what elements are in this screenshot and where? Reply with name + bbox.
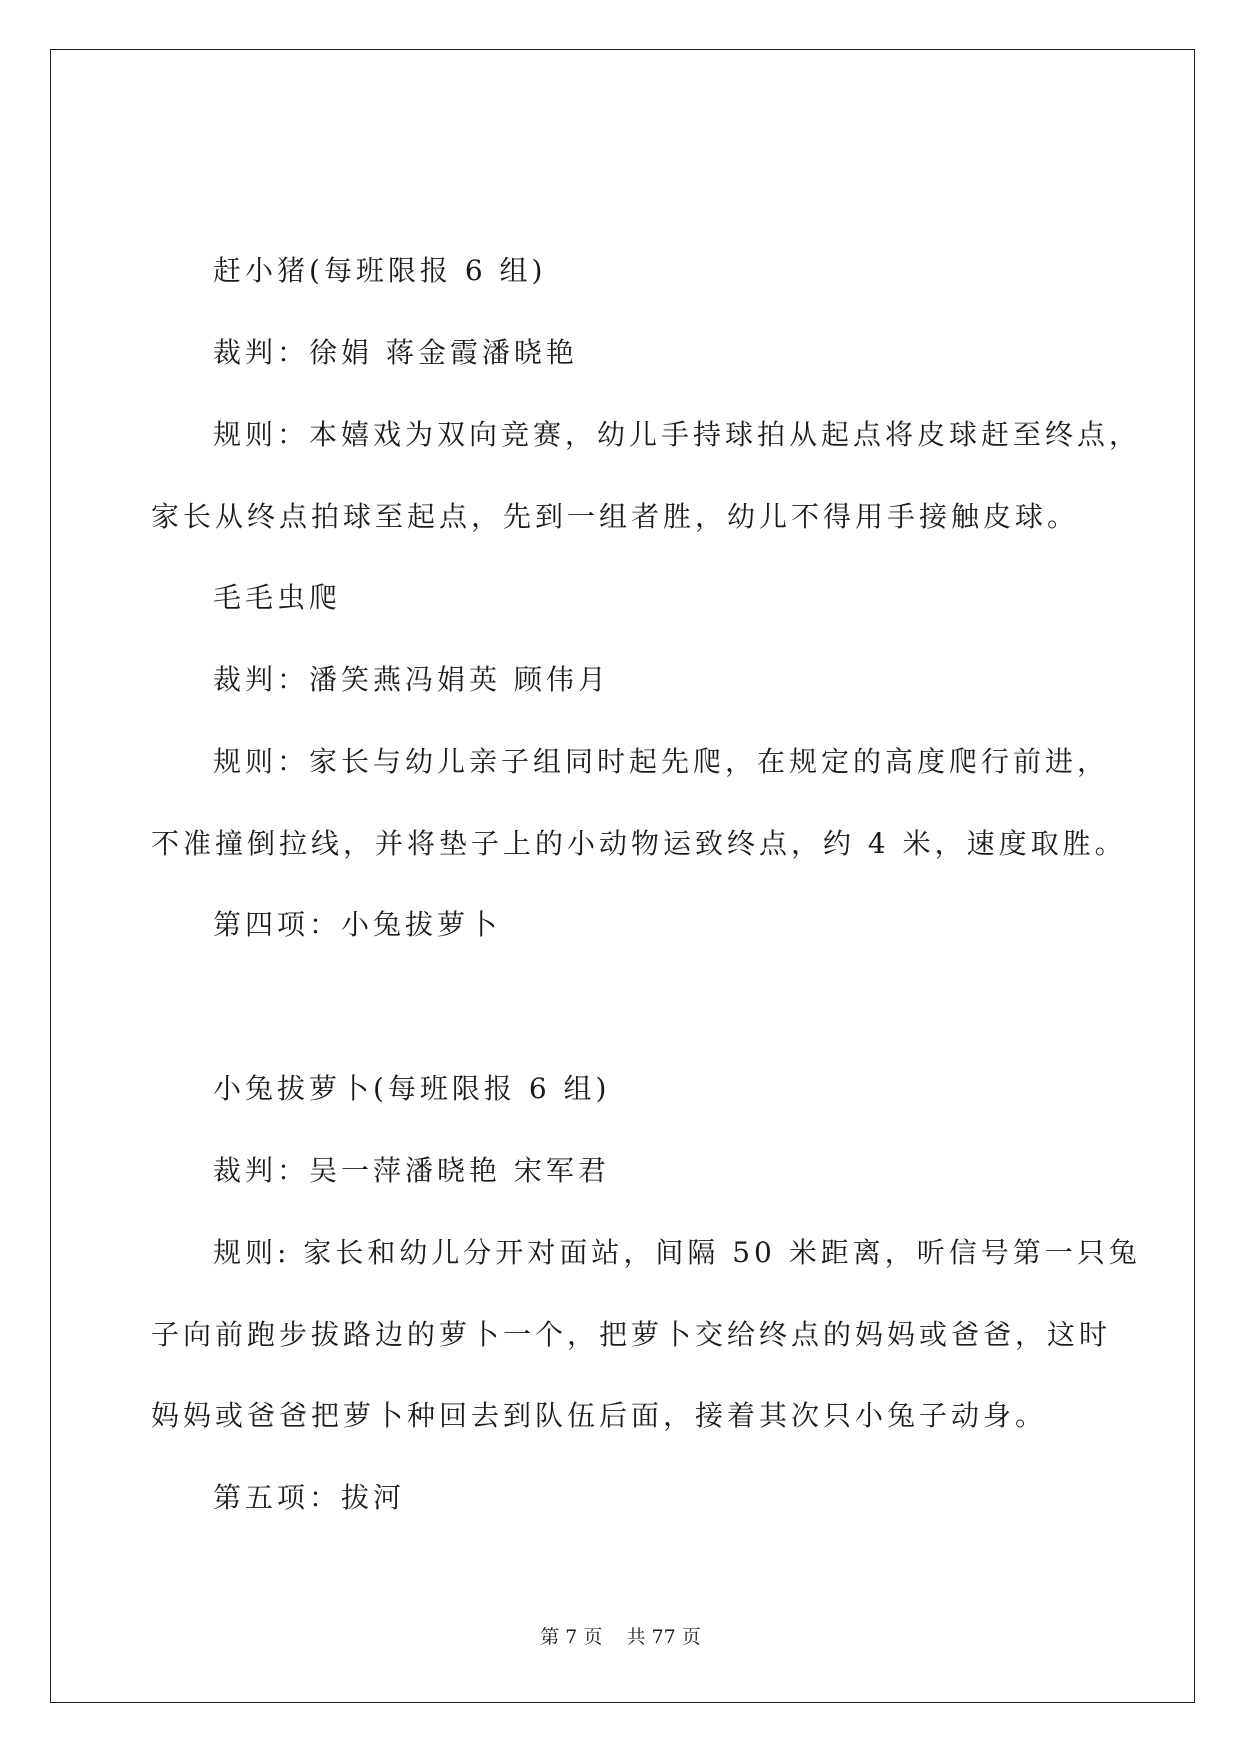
heading-rabbit-radish: 小兔拔萝卜(每班限报 6 组)	[213, 1072, 611, 1105]
referees-line: 裁判：潘笑燕冯娟英 顾伟月	[213, 663, 610, 696]
heading-caterpillar-crawl: 毛毛虫爬	[213, 581, 342, 614]
rules-continuation: 妈妈或爸爸把萝卜种回去到队伍后面，接着其次只小兔子动身。	[151, 1399, 1048, 1432]
heading-chase-piglet: 赶小猪(每班限报 6 组)	[213, 254, 547, 287]
rules-continuation: 家长从终点拍球至起点，先到一组者胜，幼儿不得用手接触皮球。	[151, 500, 1080, 533]
rules-continuation: 不准撞倒拉线，并将垫子上的小动物运致终点，约 4 米，速度取胜。	[151, 827, 1127, 860]
rules-line: 规则：家长与幼儿亲子组同时起先爬，在规定的高度爬行前进，	[213, 745, 1110, 778]
section-heading-4: 第四项：小兔拔萝卜	[213, 908, 502, 941]
page-border	[50, 49, 1195, 1703]
section-heading-5: 第五项：拔河	[213, 1481, 406, 1514]
page-number-footer: 第 7 页 共 77 页	[540, 1626, 701, 1648]
referees-line: 裁判：徐娟 蒋金霞潘晓艳	[213, 336, 578, 369]
referees-line: 裁判：吴一萍潘晓艳 宋军君	[213, 1154, 610, 1187]
rules-line: 规则：本嬉戏为双向竞赛，幼儿手持球拍从起点将皮球赶至终点，	[213, 418, 1142, 451]
rules-line: 规则: 家长和幼儿分开对面站，间隔 50 米距离，听信号第一只兔	[213, 1236, 1141, 1269]
rules-continuation: 子向前跑步拔路边的萝卜一个，把萝卜交给终点的妈妈或爸爸，这时	[151, 1318, 1112, 1351]
